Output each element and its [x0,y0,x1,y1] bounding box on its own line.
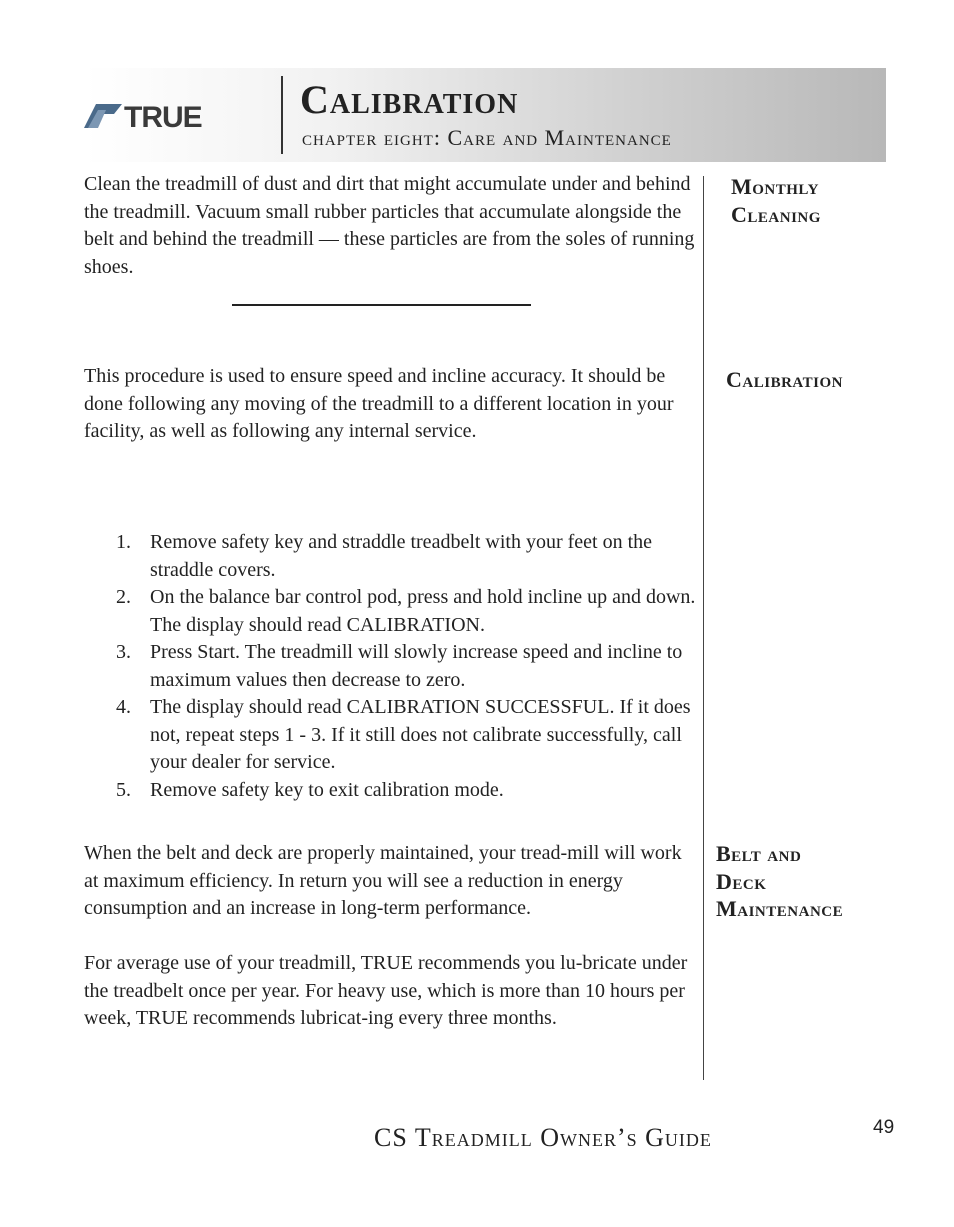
step-text: The display should read CALIBRATION SUCCESSFUL. If it does not, repeat steps 1 - 3. If it still does not calibrate successfully, call your dealer for service. [150,696,691,773]
logo-text: TRUE [124,101,202,130]
step-number: 1. [116,531,131,553]
step-number: 4. [116,696,131,718]
heading-line: Calibration [726,367,843,392]
belt-deck-heading [716,840,843,923]
list-item [84,777,696,805]
belt-deck-body-2: For average use of your treadmill, TRUE recommends you lu-bricate under the treadbelt once per year. For heavy use, which is more than 10 hours per week, TRUE recommends lubricat-ing every three months. [84,952,688,1029]
step-number: 3. [116,641,131,663]
heading-line: Cleaning [731,201,821,227]
page-title: Calibration [300,77,519,122]
step-text: On the balance bar control pod, press and hold incline up and down. The display should read CALIBRATION. [150,586,696,636]
heading-line: Monthly [731,174,819,199]
column-divider [703,176,704,1080]
page-number: 49 [873,1117,895,1138]
heading-line: Deck [716,868,767,894]
list-item [84,584,696,639]
list-item [84,694,696,777]
calibration-steps [84,529,696,804]
heading-line: Maintenance [716,896,844,921]
step-text: Press Start. The treadmill will slowly increase speed and incline to maximum values then decrease to zero. [150,641,683,691]
true-logo [84,100,252,130]
list-item [84,639,696,694]
step-number: 5. [116,778,131,801]
step-text: Remove safety key and straddle treadbelt with your feet on the straddle covers. [150,531,653,581]
calibration-heading [726,366,843,394]
belt-deck-body-1: When the belt and deck are properly maintained, your tread-mill will work at maximum efficiency. In return you will see a reduction in energy consumption and an increase in long-term performance. [84,842,682,919]
section-divider [232,304,531,306]
header-divider [281,76,283,154]
step-number: 2. [116,586,131,608]
calibration-intro: This procedure is used to ensure speed and incline accuracy. It should be done following any moving of the treadmill to a different location in your facility, as well as following any internal service. [84,365,674,442]
step-text: Remove safety key to exit calibration mode. [150,778,504,801]
monthly-cleaning-heading [731,173,821,228]
guide-title: CS Treadmill Owner’s Guide [374,1123,712,1152]
list-item [84,529,696,584]
chapter-subtitle: chapter eight: Care and Maintenance [302,125,672,150]
monthly-cleaning-body: Clean the treadmill of dust and dirt that might accumulate under and behind the treadmill. Vacuum small rubber particles that accumulate alongside the belt and behind the treadmill — these particles are from the soles of running shoes. [84,173,695,278]
heading-line: Belt and [716,841,802,866]
